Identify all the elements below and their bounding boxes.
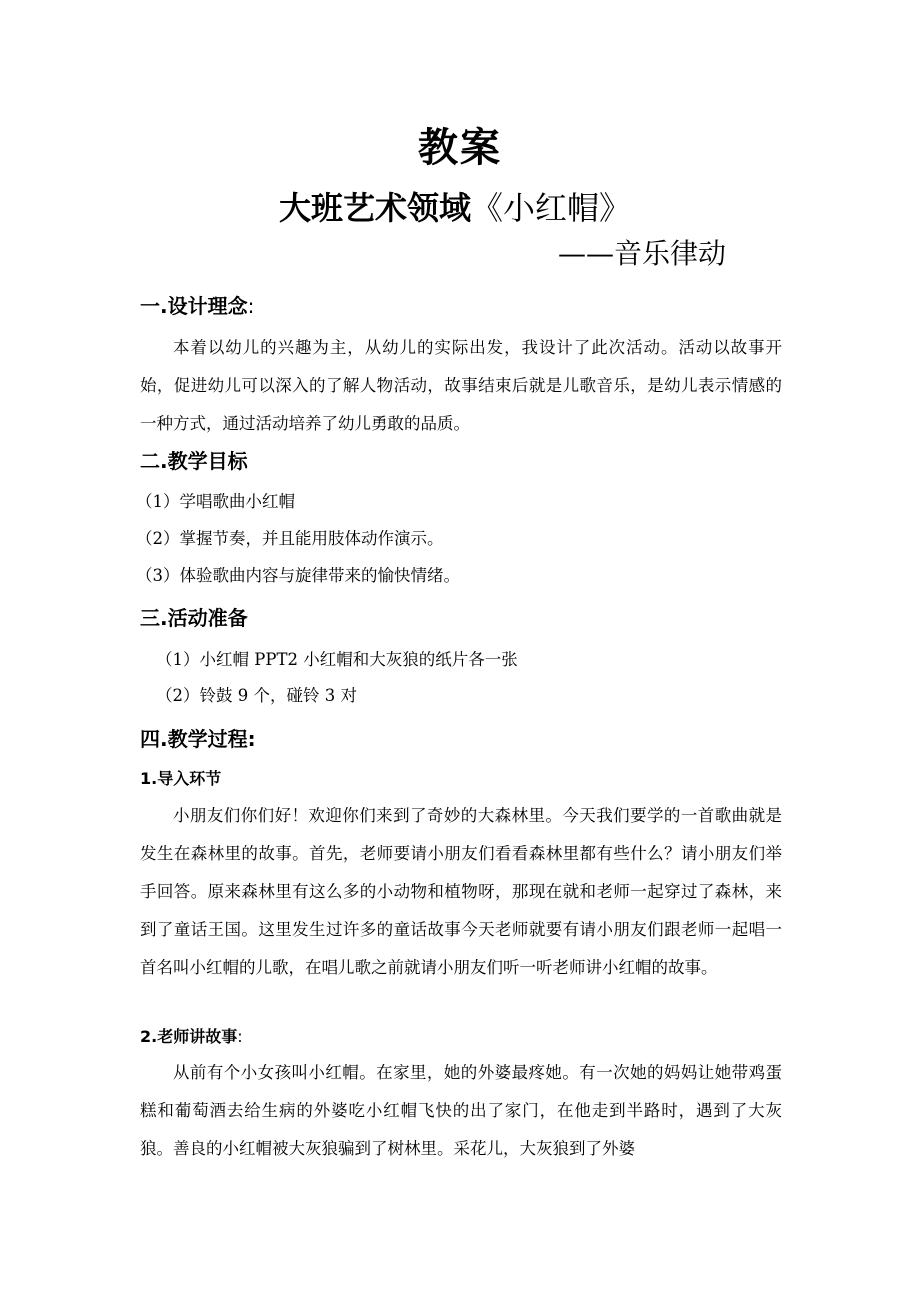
design-concept-paragraph: 本着以幼儿的兴趣为主，从幼儿的实际出发，我设计了此次活动。活动以故事开始，促进幼儿可以深入的了解人物活动，故事结束后就是儿歌音乐，是幼儿表示情感的一种方式，通过活动培养了幼儿勇敢的品质。	[140, 338, 782, 433]
document-subtitle-secondary: ——音乐律动	[558, 237, 727, 270]
section-heading-teaching-process: 四.教学过程:	[140, 727, 256, 751]
storytelling-paragraph: 从前有个小女孩叫小红帽。在家里，她的外婆最疼她。有一次她的妈妈让她带鸡蛋糕和葡萄酒去给生病的外婆吃小红帽飞快的出了家门，在他走到半路时，遇到了大灰狼。善良的小红帽被大灰狼骗到了树林里。采花儿，大灰狼到了外婆	[140, 1063, 782, 1158]
introduction-paragraph: 小朋友们你们好！欢迎你们来到了奇妙的大森林里。今天我们要学的一首歌曲就是发生在森林里的故事。首先，老师要请小朋友们看看森林里都有些什么？请小朋友们举手回答。原来森林里有这么多的小动物和植物呀，那现在就和老师一起穿过了森林，来到了童话王国。这里发生过许多的童话故事今天老师就要有请小朋友们跟老师一起唱一首名叫小红帽的儿歌，在唱儿歌之前就请小朋友们听一听老师讲小红帽的故事。	[140, 806, 782, 977]
section-heading-text: 一.设计理念	[140, 294, 248, 318]
section-heading-colon: :	[247, 294, 255, 318]
subtitle-bold: 大班艺术领域	[278, 189, 471, 227]
section-heading-design-concept	[140, 292, 254, 320]
section-heading-teaching-goals: 二.教学目标	[140, 449, 248, 473]
document-subtitle	[0, 186, 910, 230]
subsection-heading-storytelling	[140, 1025, 243, 1049]
subtitle-book-title: 《小红帽》	[471, 189, 632, 227]
subsection-heading-colon: :	[237, 1027, 243, 1046]
subsection-heading-text: 2.老师讲故事	[140, 1027, 238, 1046]
preparation-item: （2）铃鼓 9 个，碰铃 3 对	[156, 686, 357, 705]
teaching-goal-item: （2）掌握节奏，并且能用肢体动作演示。	[136, 529, 444, 548]
teaching-goal-item: （1）学唱歌曲小红帽	[136, 492, 295, 511]
preparation-item: （1）小红帽 PPT2 小红帽和大灰狼的纸片各一张	[156, 650, 518, 669]
subsection-heading-introduction: 1.导入环节	[140, 769, 222, 788]
document-title: 教案	[418, 125, 502, 171]
teaching-goal-item: （3）体验歌曲内容与旋律带来的愉快情绪。	[136, 566, 460, 585]
section-heading-preparation: 三.活动准备	[140, 606, 248, 630]
